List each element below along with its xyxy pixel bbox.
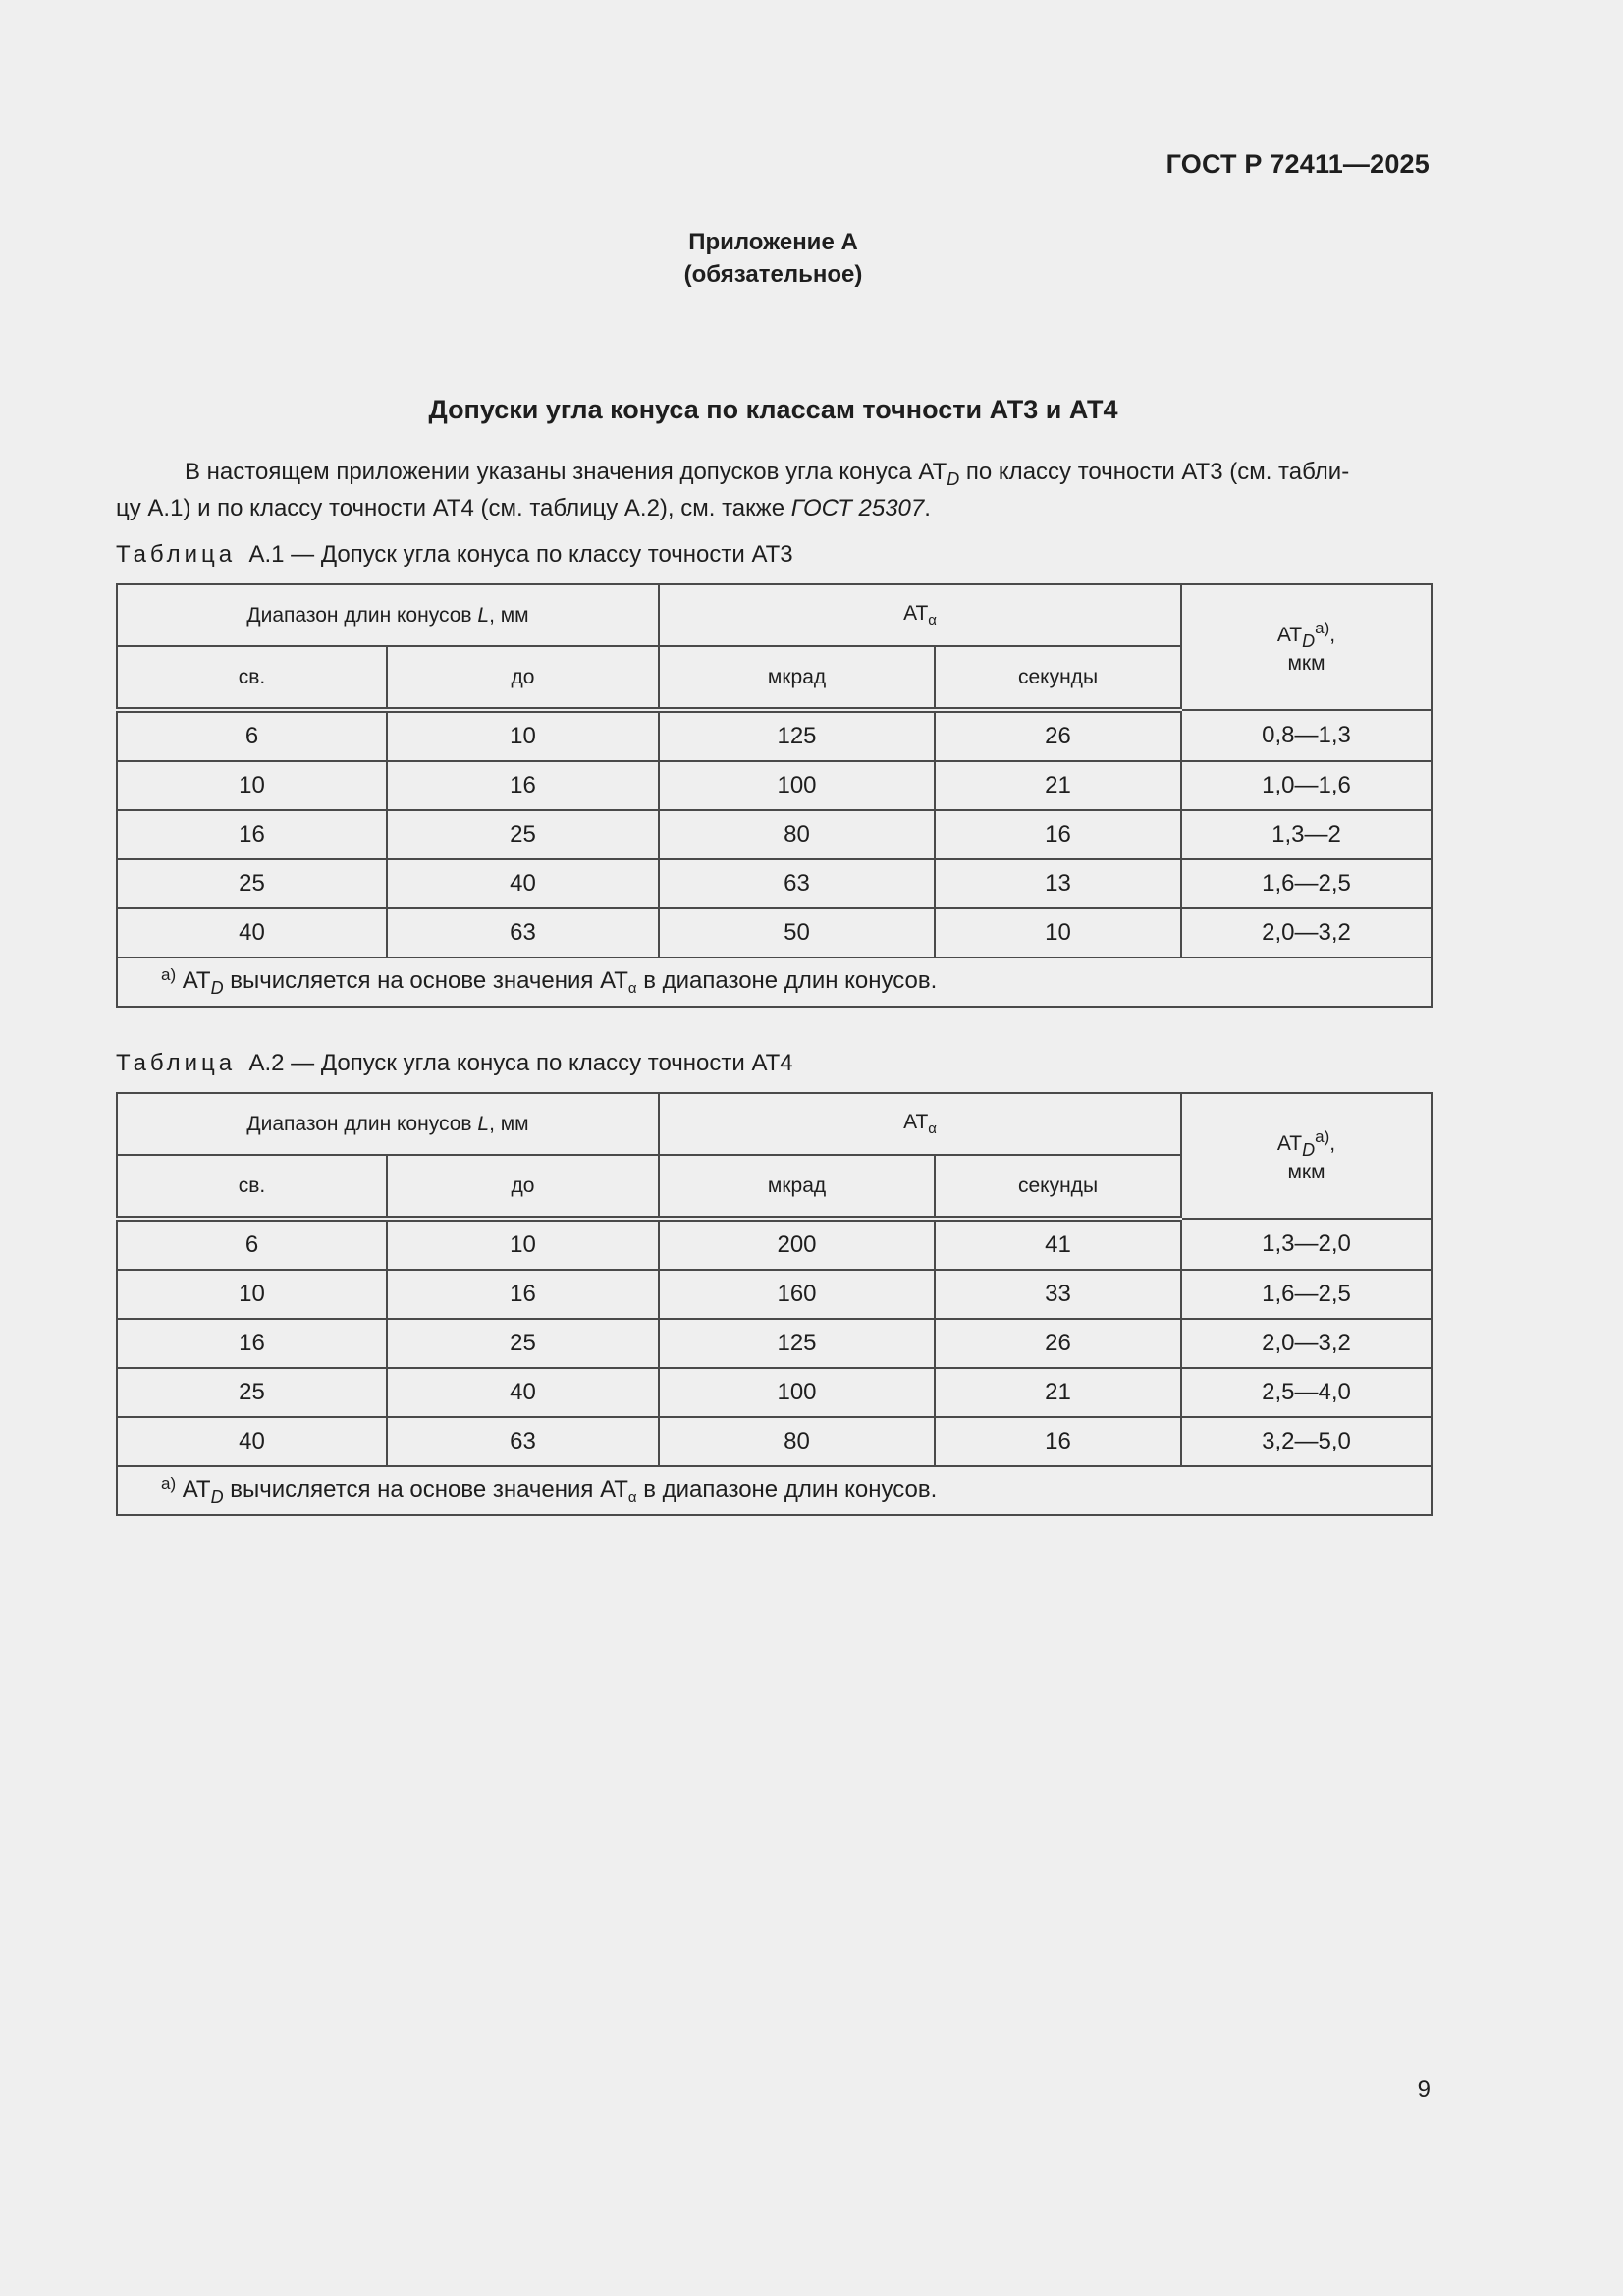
table-row: 16 25 125 26 2,0—3,2: [117, 1319, 1432, 1368]
table-row: 6 10 200 41 1,3—2,0: [117, 1219, 1432, 1270]
tolerance-table-at3: [116, 583, 1433, 1008]
page-number: 9: [1417, 2076, 1431, 2103]
table-word: Таблица: [116, 1050, 237, 1076]
table-row: 40 63 50 10 2,0—3,2: [117, 908, 1432, 957]
table-row: 25 40 63 13 1,6—2,5: [117, 859, 1432, 908]
table-row: 6 10 125 26 0,8—1,3: [117, 710, 1432, 761]
intro-text-2: по классу точности АТ3 (см. табли-: [959, 459, 1350, 485]
appendix-title: Приложение А: [688, 229, 858, 255]
header-at-d: $АТD^{а)}$, мкм: [1181, 1093, 1432, 1219]
table-row: 25 40 100 21 2,5—4,0: [117, 1368, 1432, 1417]
intro-text-3: цу А.1) и по классу точности АТ4 (см. таблицу А.2), см. также: [116, 495, 791, 521]
standard-reference: ГОСТ 25307: [790, 495, 925, 521]
table-word: Таблица: [116, 541, 237, 568]
table-caption: [116, 1050, 793, 1077]
table-number: А.1: [248, 541, 285, 568]
table-number: А.2: [248, 1050, 285, 1076]
header-to: до: [387, 1155, 659, 1219]
table-row: 16 25 80 16 1,3—2: [117, 810, 1432, 859]
intro-text-end: .: [924, 495, 931, 521]
document-number: ГОСТ Р 72411—2025: [1165, 149, 1430, 179]
header-seconds: секунды: [935, 646, 1181, 710]
table-row: 10 16 100 21 1,0—1,6: [117, 761, 1432, 810]
section-title: Допуски угла конуса по классам точности АТ3 и АТ4: [428, 395, 1118, 424]
header-microrad: мкрад: [659, 646, 935, 710]
header-to: до: [387, 646, 659, 710]
appendix-status: (обязательное): [683, 261, 863, 288]
intro-paragraph: [116, 458, 1430, 523]
header-at-alpha: $АТ_\alpha$: [659, 584, 1181, 646]
table-footnote: $^{а)}$ $АТ_D$ вычисляется на основе значения $АТ_\alpha$ в диапазоне длин конусов.: [117, 1466, 1432, 1515]
header-from: св.: [117, 1155, 387, 1219]
header-at-d: $АТD^{а)}$, мкм: [1181, 584, 1432, 710]
header-from: св.: [117, 646, 387, 710]
table-caption: [116, 541, 793, 569]
table-row: 10 16 160 33 1,6—2,5: [117, 1270, 1432, 1319]
header-length-range: Диапазон длин конусов L, мм: [117, 584, 659, 646]
header-seconds: секунды: [935, 1155, 1181, 1219]
table-caption-text: — Допуск угла конуса по классу точности АТ4: [284, 1050, 793, 1076]
table-footnote: $^{а)}$ $АТ_D$ вычисляется на основе значения $АТ_\alpha$ в диапазоне длин конусов.: [117, 957, 1432, 1007]
header-microrad: мкрад: [659, 1155, 935, 1219]
intro-subscript: D: [947, 469, 960, 489]
tolerance-table-at4: [116, 1092, 1433, 1516]
table-row: 40 63 80 16 3,2—5,0: [117, 1417, 1432, 1466]
table-caption-text: — Допуск угла конуса по классу точности АТ3: [284, 541, 793, 568]
header-length-range: Диапазон длин конусов L, мм: [117, 1093, 659, 1155]
header-at-alpha: $АТ_\alpha$: [659, 1093, 1181, 1155]
intro-text-1: В настоящем приложении указаны значения допусков угла конуса АТ: [185, 459, 947, 485]
